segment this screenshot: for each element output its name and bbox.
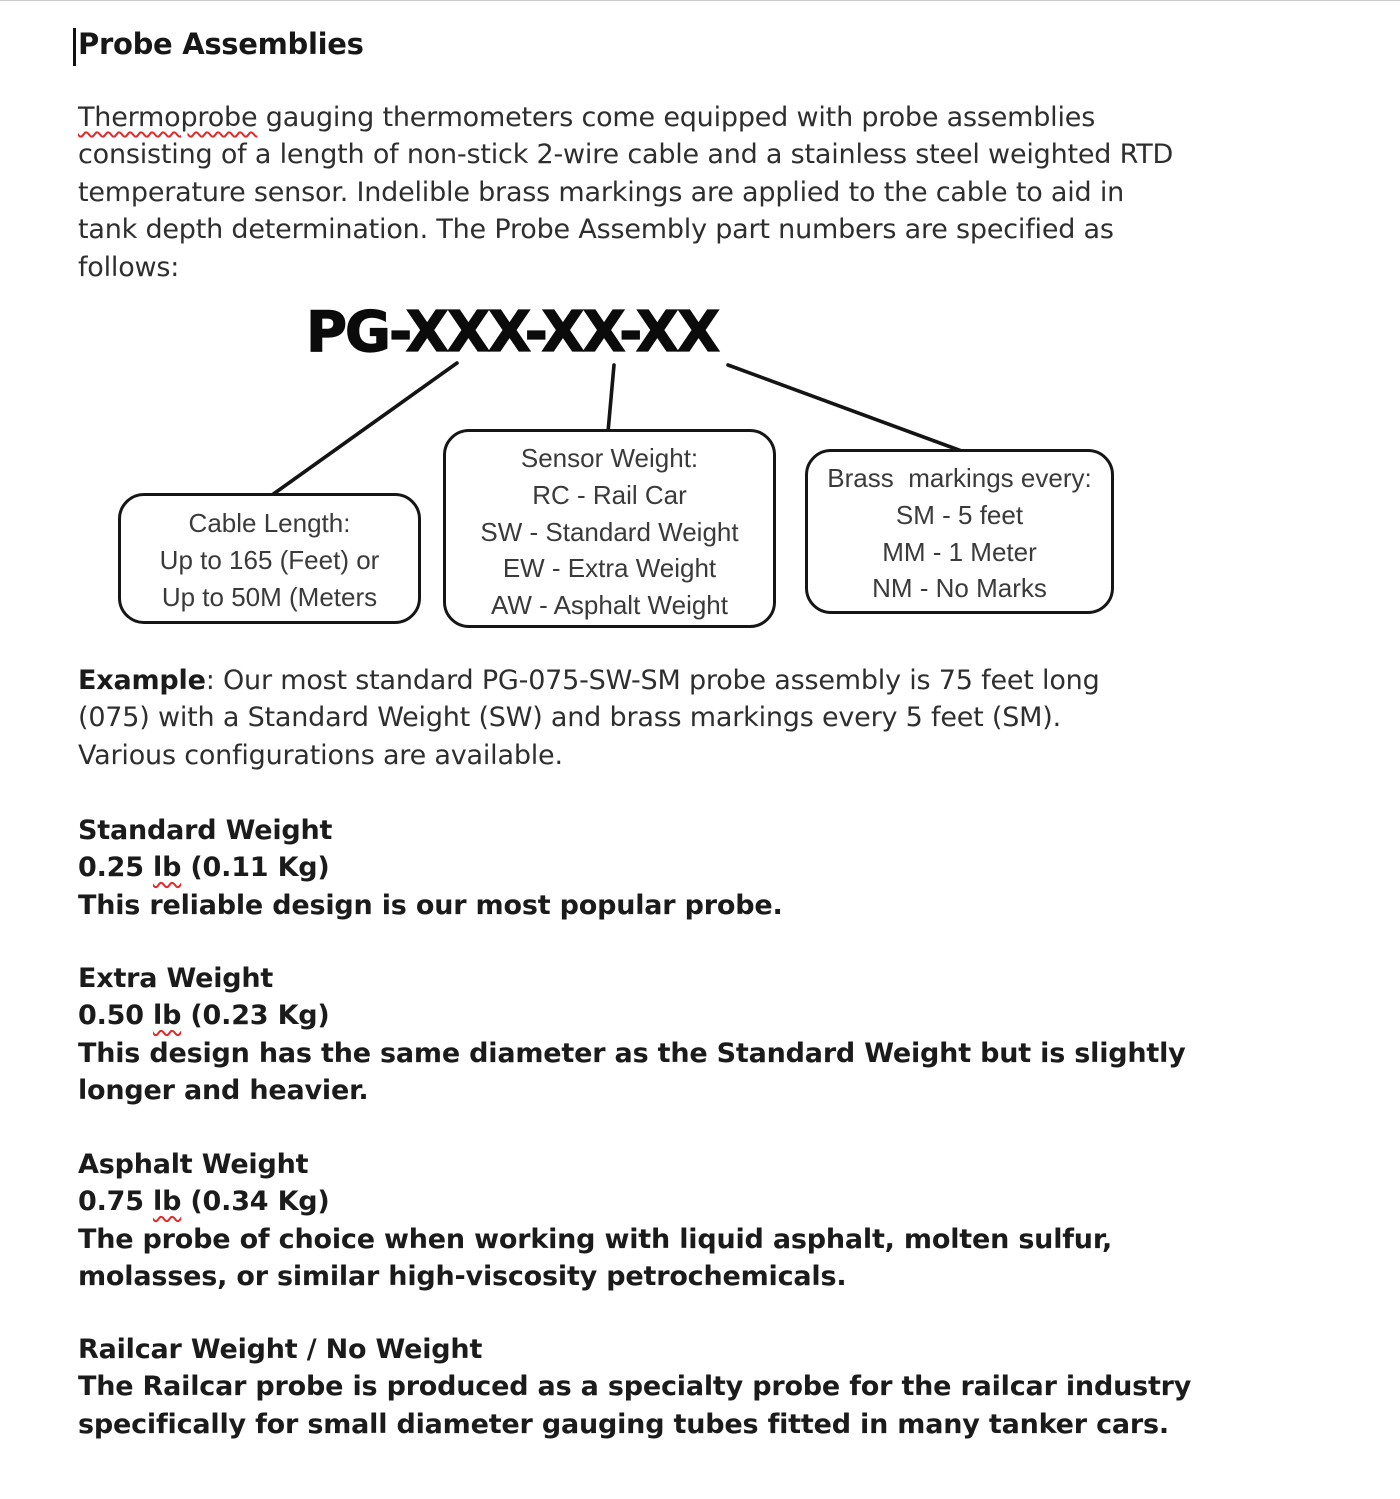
callout-line: SM - 5 feet	[895, 499, 1024, 530]
weight-value: 0.50	[78, 1000, 144, 1032]
part-number-code: PG-XXX-XX-XX	[306, 300, 719, 365]
section-description: This design has the same diameter as the Standard Weight but is slightly	[78, 1037, 1186, 1069]
section-description: molasses, or similar high-viscosity petrochemicals.	[78, 1261, 847, 1293]
intro-line: consisting of a length of non-stick 2-wire cable and a stainless steel weighted RTD	[78, 139, 1174, 171]
example-label: Example	[78, 665, 206, 696]
intro-paragraph[interactable]	[78, 99, 1173, 286]
callout-line: Up to 165 (Feet) or	[159, 544, 380, 575]
callout-title: Sensor Weight:	[520, 443, 699, 473]
callout-line: Up to 50M (Meters	[161, 581, 378, 612]
callout-line: RC - Rail Car	[532, 479, 687, 510]
weight-value: 0.25	[78, 852, 144, 884]
misspelled-word: lb	[153, 1000, 182, 1032]
section-description: specifically for small diameter gauging tubes fitted in many tanker cars.	[78, 1408, 1169, 1440]
section-description: This reliable design is our most popular probe.	[78, 889, 783, 921]
section-title: Asphalt Weight	[78, 1149, 309, 1180]
part-number-diagram[interactable]	[0, 291, 1400, 659]
section-description: The probe of choice when working with liquid asphalt, molten sulfur,	[78, 1223, 1113, 1255]
example-line: Various configurations are available.	[78, 739, 563, 771]
example-line: (075) with a Standard Weight (SW) and brass markings every 5 feet (SM).	[78, 702, 1061, 734]
misspelled-word: lb	[153, 852, 182, 884]
intro-line: temperature sensor. Indelible brass markings are applied to the cable to aid in	[78, 176, 1125, 208]
section-extra-weight[interactable]	[78, 960, 1186, 1110]
section-asphalt-weight[interactable]	[78, 1146, 1112, 1296]
callout-line: SW - Standard Weight	[480, 516, 739, 547]
misspelled-word: lb	[153, 1186, 182, 1218]
weight-rest: (0.34 Kg)	[181, 1186, 330, 1218]
callout-title: Cable Length:	[188, 508, 351, 538]
callout-line: EW - Extra Weight	[502, 553, 717, 584]
example-line	[78, 662, 1100, 699]
section-railcar-weight[interactable]	[78, 1331, 1191, 1443]
intro-line	[78, 99, 1173, 136]
callout-line: AW - Asphalt Weight	[491, 590, 728, 621]
example-text: : Our most standard PG-075-SW-SM probe assembly is 75 feet long	[205, 665, 1100, 696]
callout-line: NM - No Marks	[872, 573, 1047, 604]
section-weight	[78, 997, 1186, 1034]
section-title: Extra Weight	[78, 963, 274, 994]
intro-line: tank depth determination. The Probe Assembly part numbers are specified as	[78, 214, 1114, 246]
section-weight	[78, 849, 783, 886]
weight-value: 0.75	[78, 1186, 144, 1218]
callout-cable-length	[118, 493, 421, 624]
misspelled-word: Thermoprobe	[78, 102, 258, 133]
section-title: Railcar Weight / No Weight	[78, 1334, 483, 1365]
callout-title: Brass markings every:	[827, 463, 1092, 493]
callout-line: MM - 1 Meter	[882, 536, 1037, 567]
section-standard-weight[interactable]	[78, 812, 783, 924]
weight-rest: (0.23 Kg)	[181, 1000, 330, 1032]
weight-rest: (0.11 Kg)	[181, 852, 330, 884]
intro-line: follows:	[78, 251, 180, 283]
section-weight	[78, 1183, 1112, 1220]
callout-brass-markings	[805, 449, 1114, 614]
example-paragraph[interactable]	[78, 662, 1100, 774]
section-description: longer and heavier.	[78, 1075, 369, 1107]
page-title: Probe Assemblies	[78, 27, 364, 61]
callout-sensor-weight	[443, 429, 776, 628]
text-cursor	[73, 28, 76, 66]
section-description: The Railcar probe is produced as a specialty probe for the railcar industry	[78, 1371, 1192, 1403]
intro-text: gauging thermometers come equipped with probe assemblies	[257, 102, 1096, 133]
section-title: Standard Weight	[78, 815, 333, 846]
